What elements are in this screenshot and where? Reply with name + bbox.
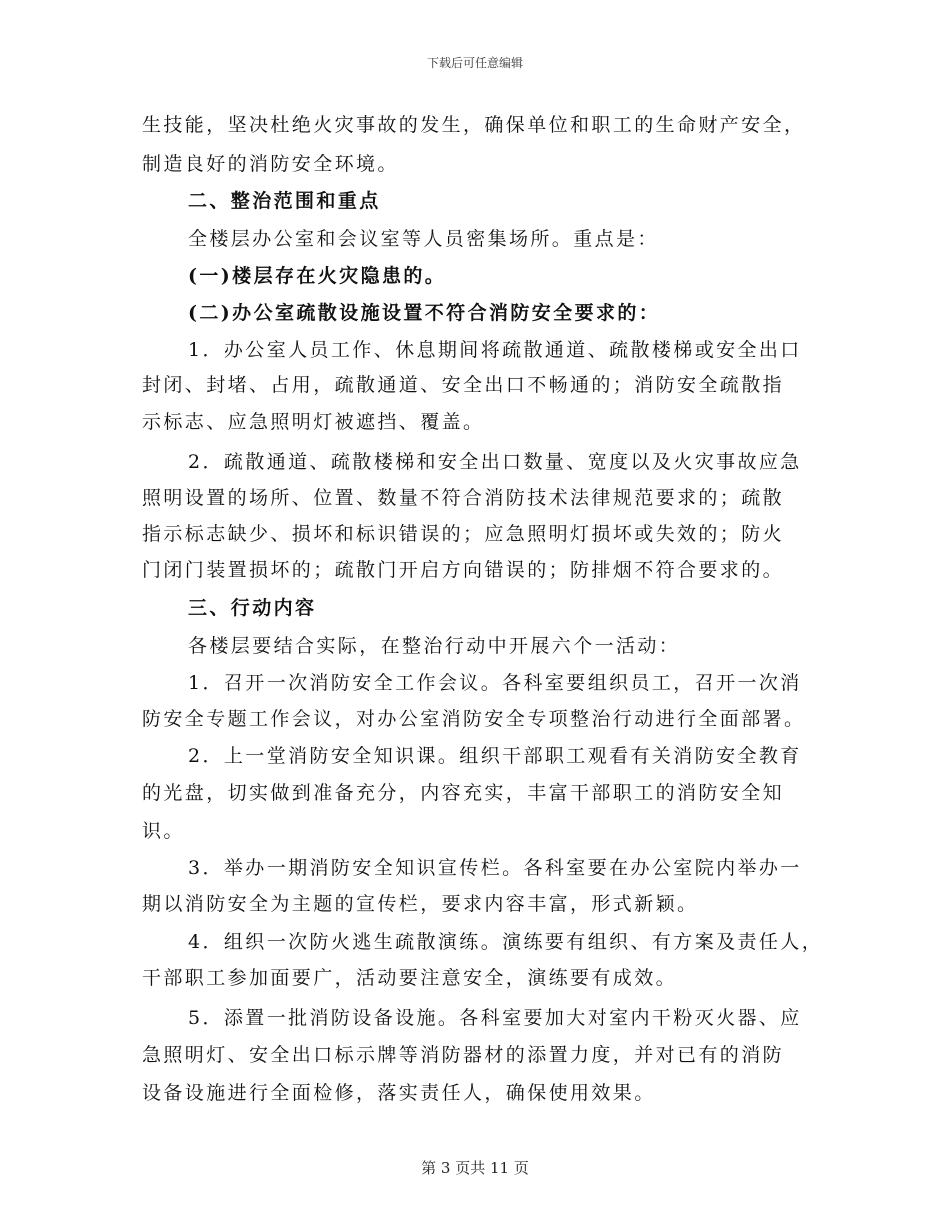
body-line: 指示标志缺少、损坏和标识错误的；应急照明灯损坏或失效的；防火 bbox=[142, 523, 785, 545]
page-number: 第 3 页共 11 页 bbox=[421, 1159, 529, 1177]
body-line: 急照明灯、安全出口标示牌等消防器材的添置力度，并对已有的消防 bbox=[142, 1044, 785, 1066]
body-line: 照明设置的场所、位置、数量不符合消防技术法律规范要求的；疏散 bbox=[142, 487, 785, 509]
body-line: 设备设施进行全面检修，落实责任人，确保使用效果。 bbox=[142, 1082, 656, 1104]
body-line: 期以消防安全为主题的宣传栏，要求内容丰富，形式新颖。 bbox=[142, 893, 699, 915]
body-line: 干部职工参加面要广，活动要注意安全，演练要有成效。 bbox=[142, 967, 678, 989]
body-line: 制造良好的消防安全环境。 bbox=[142, 153, 399, 175]
section-heading: 三、行动内容 bbox=[188, 597, 317, 619]
body-line: 识。 bbox=[142, 820, 185, 842]
body-line: 防安全专题工作会议，对办公室消防安全专项整治行动进行全面部署。 bbox=[142, 708, 806, 730]
body-line: 3．举办一期消防安全知识宣传栏。各科室要在办公室院内举办一 bbox=[188, 857, 802, 879]
subsection-heading: (二)办公室疏散设施设置不符合消防安全要求的： bbox=[188, 302, 661, 324]
subsection-heading: (一)楼层存在火灾隐患的。 bbox=[188, 265, 447, 287]
body-line: 生技能，坚决杜绝火灾事故的发生，确保单位和职工的生命财产安全， bbox=[142, 114, 806, 136]
body-line: 门闭门装置损坏的；疏散门开启方向错误的；防排烟不符合要求的。 bbox=[142, 559, 785, 581]
body-line: 1．办公室人员工作、休息期间将疏散通道、疏散楼梯或安全出口 bbox=[188, 339, 802, 361]
page-header: 下载后可任意编辑 bbox=[426, 56, 523, 70]
body-line: 4．组织一次防火逃生疏散演练。演练要有组织、有方案及责任人， bbox=[188, 931, 824, 953]
section-heading: 二、整治范围和重点 bbox=[188, 190, 381, 212]
body-line: 全楼层办公室和会议室等人员密集场所。重点是： bbox=[188, 228, 659, 250]
body-line: 1．召开一次消防安全工作会议。各科室要组织员工，召开一次消 bbox=[188, 672, 802, 694]
body-line: 的光盘，切实做到准备充分，内容充实，丰富干部职工的消防安全知 bbox=[142, 782, 785, 804]
body-line: 示标志、应急照明灯被遮挡、覆盖。 bbox=[142, 411, 485, 433]
body-line: 封闭、封堵、占用，疏散通道、安全出口不畅通的；消防安全疏散指 bbox=[142, 374, 785, 396]
body-line: 2．上一堂消防安全知识课。组织干部职工观看有关消防安全教育 bbox=[188, 745, 802, 767]
body-line: 各楼层要结合实际，在整治行动中开展六个一活动： bbox=[188, 635, 681, 657]
body-line: 5．添置一批消防设备设施。各科室要加大对室内干粉灭火器、应 bbox=[188, 1007, 802, 1029]
body-line: 2．疏散通道、疏散楼梯和安全出口数量、宽度以及火灾事故应急 bbox=[188, 451, 802, 473]
